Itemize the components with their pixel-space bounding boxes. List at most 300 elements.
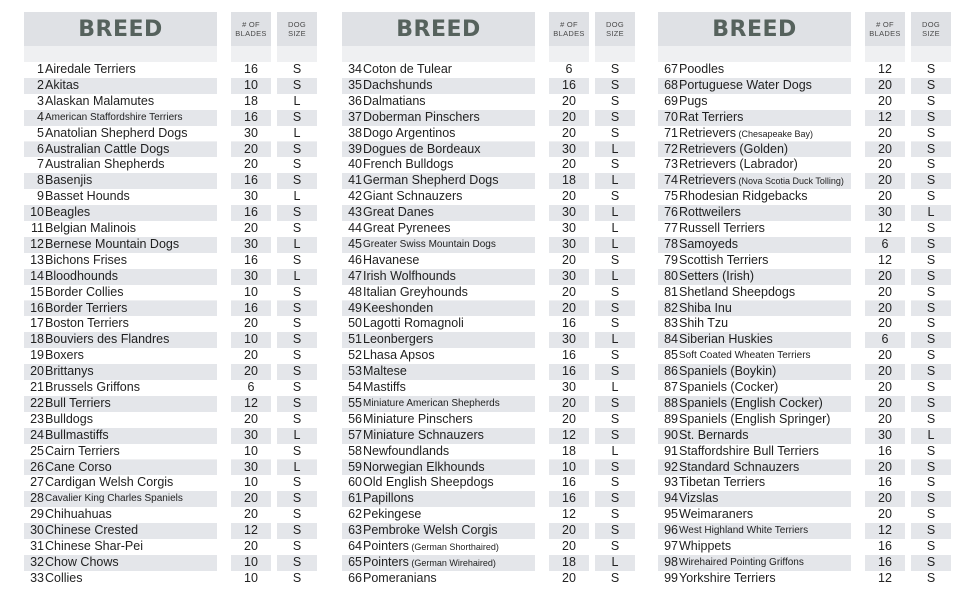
row-number: 85 [664, 348, 678, 363]
row-number: 70 [664, 109, 678, 124]
blade-count: 20 [878, 395, 892, 410]
table-row [342, 523, 635, 539]
blade-count: 16 [562, 364, 576, 379]
dog-size: S [610, 316, 620, 331]
row-number: 44 [348, 221, 362, 235]
row-number: 43 [348, 205, 362, 220]
dog-size: S [292, 491, 302, 506]
dog-size: S [926, 348, 936, 363]
table-row [342, 110, 635, 126]
table-row [24, 316, 317, 332]
row-number: 47 [348, 268, 362, 283]
breed-name: Spaniels (Cocker) [679, 380, 779, 394]
table-row [342, 316, 635, 332]
table-row [342, 444, 635, 460]
dog-size: S [610, 348, 620, 363]
row-number: 12 [30, 236, 44, 251]
dog-size: S [610, 364, 620, 379]
table-row [342, 157, 635, 173]
table-row [342, 173, 635, 189]
breed-header-label: BREED [78, 16, 163, 42]
breed-name: Lagotti Romagnoli [363, 316, 464, 331]
dog-size: S [926, 300, 936, 315]
blade-count: 20 [562, 570, 576, 585]
dog-size: S [926, 125, 936, 140]
dog-size: L [611, 221, 619, 235]
breed-name: Miniature Schnauzers [363, 427, 484, 442]
table-row [342, 332, 635, 348]
row-number: 7 [37, 157, 44, 172]
blade-count: 20 [244, 539, 258, 553]
breed-column-header [342, 12, 535, 46]
breed-name: Rat Terriers [679, 109, 744, 124]
dog-size: S [926, 523, 936, 538]
row-number: 10 [30, 205, 44, 220]
dog-size: L [293, 125, 301, 140]
row-number: 81 [664, 284, 678, 299]
row-number: 22 [30, 395, 44, 410]
breed-name: Bull Terriers [45, 395, 111, 410]
blade-count: 12 [878, 62, 892, 76]
row-number: 60 [348, 475, 362, 490]
row-number: 82 [664, 300, 678, 315]
blade-count: 30 [562, 380, 576, 394]
breed-name: Retrievers (Nova Scotia Duck Tolling) [679, 173, 844, 188]
blade-count: 16 [244, 300, 258, 315]
table-row [24, 428, 317, 444]
breed-name: Weimaraners [679, 507, 754, 522]
dog-size: S [292, 109, 302, 124]
blade-count: 30 [244, 268, 258, 283]
row-number: 33 [30, 570, 44, 585]
breed-name: Spaniels (English Springer) [679, 411, 831, 426]
breed-name: Norwegian Elkhounds [363, 459, 485, 474]
table-row [658, 62, 951, 78]
breed-name: Cardigan Welsh Corgis [45, 475, 174, 490]
table-row [658, 78, 951, 94]
table-row [342, 285, 635, 301]
blade-count: 20 [244, 348, 258, 363]
table-row [24, 555, 317, 571]
row-number: 76 [664, 205, 678, 220]
dog-size: S [292, 554, 302, 569]
blade-count: 20 [562, 523, 576, 538]
blade-count: 12 [562, 507, 576, 522]
blade-count: 10 [244, 475, 258, 490]
row-number: 51 [348, 332, 362, 347]
table-row [658, 94, 951, 110]
dog-size: L [611, 554, 619, 569]
table-row [342, 380, 635, 396]
blade-count: 6 [247, 380, 255, 394]
blade-count: 16 [244, 252, 258, 267]
row-number: 94 [664, 491, 678, 506]
blade-count: 12 [244, 523, 258, 538]
blade-count: 12 [878, 109, 892, 124]
row-number: 96 [664, 523, 678, 538]
breed-name: Irish Wolfhounds [363, 268, 456, 283]
dog-size: S [926, 380, 936, 394]
table-row [24, 94, 317, 110]
table-row [24, 285, 317, 301]
breed-name-qualifier: (Chesapeake Bay) [735, 128, 814, 139]
blade-count: 12 [562, 427, 576, 442]
row-number: 62 [348, 507, 362, 522]
row-number: 24 [30, 427, 44, 442]
table-row [342, 396, 635, 412]
dog-size: S [292, 77, 302, 92]
table-row [342, 507, 635, 523]
breed-name: Soft Coated Wheaten Terriers [679, 350, 811, 362]
breed-name: Spaniels (Boykin) [679, 364, 777, 379]
breed-name: Retrievers (Chesapeake Bay) [679, 125, 814, 140]
row-number: 97 [664, 539, 678, 553]
dog-size: S [610, 395, 620, 410]
dog-size: S [610, 109, 620, 124]
blade-count: 10 [244, 443, 258, 458]
blades-header-label: # OF BLADES [235, 20, 267, 38]
dog-size: L [611, 380, 619, 394]
breed-name: Bloodhounds [45, 268, 118, 283]
dog-size: L [293, 459, 301, 474]
table-row [658, 460, 951, 476]
breed-name: Pointers (German Shorthaired) [363, 539, 499, 553]
dog-size: S [926, 157, 936, 172]
blade-count: 12 [878, 252, 892, 267]
dog-size: S [926, 189, 936, 204]
blade-count: 20 [878, 459, 892, 474]
blade-count: 20 [562, 109, 576, 124]
breed-name: Boston Terriers [45, 316, 129, 331]
row-number: 58 [348, 443, 362, 458]
row-number: 50 [348, 316, 362, 331]
row-number: 89 [664, 411, 678, 426]
blade-count: 20 [562, 539, 576, 553]
blade-count: 18 [562, 554, 576, 569]
row-number: 18 [30, 332, 44, 347]
breed-name: Brussels Griffons [45, 380, 140, 394]
table-row [342, 364, 635, 380]
blade-count: 20 [562, 189, 576, 204]
blade-count: 30 [562, 268, 576, 283]
row-number: 23 [30, 411, 44, 426]
row-number: 84 [664, 332, 678, 347]
breed-name: Bullmastiffs [45, 427, 109, 442]
breed-name: Giant Schnauzers [363, 189, 463, 204]
table-row [658, 539, 951, 555]
blade-count: 20 [878, 380, 892, 394]
blade-count: 20 [244, 491, 258, 506]
dog-size: S [292, 284, 302, 299]
blade-count: 16 [878, 554, 892, 569]
table-row [658, 444, 951, 460]
row-number: 93 [664, 475, 678, 490]
size-column-header [595, 12, 635, 46]
dog-size: S [610, 125, 620, 140]
breed-name: Chinese Crested [45, 523, 139, 538]
breed-name: German Shepherd Dogs [363, 173, 499, 188]
table-row [342, 571, 635, 587]
dog-size: S [610, 539, 620, 553]
blade-count: 20 [244, 507, 258, 522]
breed-name: Newfoundlands [363, 443, 450, 458]
blade-count: 20 [562, 252, 576, 267]
row-number: 13 [30, 252, 44, 267]
row-number: 90 [664, 427, 678, 442]
blade-count: 16 [244, 173, 258, 188]
dog-size: S [926, 109, 936, 124]
table-row [658, 428, 951, 444]
dog-size: L [611, 173, 619, 188]
row-number: 4 [37, 109, 44, 124]
blade-count: 30 [562, 332, 576, 347]
dog-size: S [926, 173, 936, 188]
breed-name-qualifier: (Nova Scotia Duck Tolling) [735, 176, 844, 187]
row-number: 34 [348, 62, 362, 76]
breed-name: Dogo Argentinos [363, 125, 456, 140]
row-number: 73 [664, 157, 678, 172]
breed-name-qualifier: (German Shorthaired) [408, 542, 499, 552]
breed-name: Papillons [363, 491, 414, 506]
breed-name: Keeshonden [363, 300, 434, 315]
table-row [342, 412, 635, 428]
dog-size: S [926, 236, 936, 251]
blades-header-label: # OF BLADES [869, 20, 901, 38]
blade-count: 20 [878, 173, 892, 188]
dog-size: S [926, 411, 936, 426]
blade-count: 30 [562, 236, 576, 251]
blade-count: 16 [244, 109, 258, 124]
breed-name: Great Danes [363, 205, 434, 220]
table-row [24, 142, 317, 158]
blade-count: 20 [244, 221, 258, 235]
table-row [24, 253, 317, 269]
dog-size: S [610, 62, 620, 76]
breed-name: St. Bernards [679, 427, 749, 442]
blade-count: 18 [244, 93, 258, 108]
dog-size: S [610, 300, 620, 315]
dog-size: S [610, 523, 620, 538]
dog-size: L [611, 141, 619, 156]
dog-size: L [611, 268, 619, 283]
dog-size: S [926, 141, 936, 156]
breed-name: Shiba Inu [679, 300, 732, 315]
row-number: 8 [37, 173, 44, 188]
table-row [658, 157, 951, 173]
row-number: 25 [30, 443, 44, 458]
row-number: 38 [348, 125, 362, 140]
dog-size: S [926, 62, 936, 76]
blade-count: 20 [244, 364, 258, 379]
blade-count: 20 [878, 77, 892, 92]
table-row [658, 332, 951, 348]
breed-name: Pointers (German Wirehaired) [363, 554, 496, 569]
breed-name: Bernese Mountain Dogs [45, 236, 180, 251]
table-row [24, 221, 317, 237]
table-row [342, 237, 635, 253]
dog-size: S [292, 539, 302, 553]
breed-name: Border Terriers [45, 300, 128, 315]
row-number: 83 [664, 316, 678, 331]
table-row [658, 205, 951, 221]
breed-name: French Bulldogs [363, 157, 454, 172]
table-row [658, 269, 951, 285]
table-row [342, 126, 635, 142]
dog-size: S [610, 459, 620, 474]
breed-name: Australian Cattle Dogs [45, 141, 170, 156]
row-number: 72 [664, 141, 678, 156]
dog-size: S [292, 205, 302, 220]
table-row [342, 221, 635, 237]
table-row [24, 460, 317, 476]
table-row [24, 571, 317, 587]
row-number: 11 [31, 221, 44, 235]
blade-count: 20 [878, 93, 892, 108]
row-number: 9 [37, 189, 44, 204]
dog-size: S [292, 507, 302, 522]
table-row [24, 126, 317, 142]
row-number: 59 [348, 459, 362, 474]
table-row [658, 380, 951, 396]
dog-size: S [610, 157, 620, 172]
breed-name: Scottish Terriers [679, 252, 769, 267]
size-column-header [277, 12, 317, 46]
dog-size: S [292, 157, 302, 172]
breed-name: Samoyeds [679, 236, 739, 251]
row-number: 36 [348, 93, 362, 108]
table-row [24, 189, 317, 205]
table-row [24, 78, 317, 94]
row-number: 80 [664, 268, 678, 283]
breed-name: Coton de Tulear [363, 62, 452, 76]
row-number: 66 [348, 570, 362, 585]
table-row [24, 110, 317, 126]
table-row [658, 396, 951, 412]
breed-column-header [24, 12, 217, 46]
blade-count: 20 [878, 507, 892, 522]
breed-name: Shih Tzu [679, 316, 729, 331]
breed-name: Cane Corso [45, 459, 112, 474]
dog-size: S [926, 491, 936, 506]
table-row [658, 301, 951, 317]
table-row [24, 62, 317, 78]
size-header-label: DOG SIZE [606, 20, 624, 38]
breed-header-label: BREED [712, 16, 797, 42]
row-number: 68 [664, 77, 678, 92]
table-row [24, 301, 317, 317]
dog-size: S [926, 539, 936, 553]
blade-count: 20 [562, 93, 576, 108]
row-number: 79 [664, 252, 678, 267]
row-number: 53 [348, 364, 362, 379]
breed-name: Pugs [679, 93, 708, 108]
blade-count: 20 [244, 141, 258, 156]
row-number: 87 [664, 380, 678, 394]
dog-size: S [926, 475, 936, 490]
breed-name: Maltese [363, 364, 407, 379]
dog-size: S [292, 475, 302, 490]
row-number: 37 [348, 109, 362, 124]
table-row [24, 348, 317, 364]
table-row [658, 110, 951, 126]
blade-count: 10 [244, 284, 258, 299]
dog-size: S [610, 507, 620, 522]
table-row [24, 269, 317, 285]
dog-size: S [292, 141, 302, 156]
table-row [342, 460, 635, 476]
blade-count: 20 [878, 268, 892, 283]
breed-name: Havanese [363, 252, 420, 267]
breed-name: Yorkshire Terriers [679, 570, 776, 585]
row-number: 71 [664, 125, 678, 140]
breed-name: Basenjis [45, 173, 93, 188]
table-row [342, 94, 635, 110]
row-number: 40 [348, 157, 362, 172]
table-row [342, 491, 635, 507]
row-number: 2 [37, 77, 44, 92]
table-row [24, 491, 317, 507]
blade-count: 30 [878, 205, 892, 220]
dog-size: S [610, 475, 620, 490]
size-header-label: DOG SIZE [288, 20, 306, 38]
breed-name: Beagles [45, 205, 91, 220]
row-number: 98 [664, 554, 678, 569]
breed-name: Boxers [45, 348, 84, 363]
breed-name: Greater Swiss Mountain Dogs [363, 238, 496, 250]
breed-name: Doberman Pinschers [363, 109, 480, 124]
row-number: 15 [30, 284, 44, 299]
breed-name: Bichons Frises [45, 252, 127, 267]
dog-size: S [292, 570, 302, 585]
dog-size: S [610, 491, 620, 506]
dog-size: L [611, 205, 619, 220]
dog-size: S [610, 189, 620, 204]
blade-count: 18 [562, 173, 576, 188]
blade-count: 10 [244, 570, 258, 585]
dog-size: S [926, 221, 936, 235]
blade-count: 10 [562, 459, 576, 474]
dog-size: S [926, 316, 936, 331]
row-number: 75 [664, 189, 678, 204]
breed-name: Tibetan Terriers [679, 475, 766, 490]
dog-size: L [293, 236, 301, 251]
breed-name: Miniature Pinschers [363, 411, 473, 426]
blade-count: 6 [881, 236, 889, 251]
blade-count: 20 [562, 157, 576, 172]
blade-count: 16 [878, 475, 892, 490]
table-row [658, 237, 951, 253]
breed-name: Chow Chows [45, 554, 119, 569]
blade-count: 16 [878, 443, 892, 458]
dog-size: L [293, 189, 301, 204]
table-row [342, 269, 635, 285]
dog-size: L [611, 443, 619, 458]
blade-count: 10 [244, 554, 258, 569]
row-number: 19 [30, 348, 44, 363]
breed-name: Retrievers (Labrador) [679, 157, 798, 172]
dog-size: S [926, 268, 936, 283]
blade-count: 16 [878, 539, 892, 553]
row-number: 17 [30, 316, 44, 331]
table-row [658, 348, 951, 364]
breed-name: Poodles [679, 62, 725, 76]
blade-count: 12 [878, 523, 892, 538]
row-number: 6 [37, 141, 44, 156]
dog-size: S [292, 221, 302, 235]
dog-size: S [926, 554, 936, 569]
row-number: 31 [30, 539, 44, 553]
row-number: 41 [348, 173, 362, 188]
